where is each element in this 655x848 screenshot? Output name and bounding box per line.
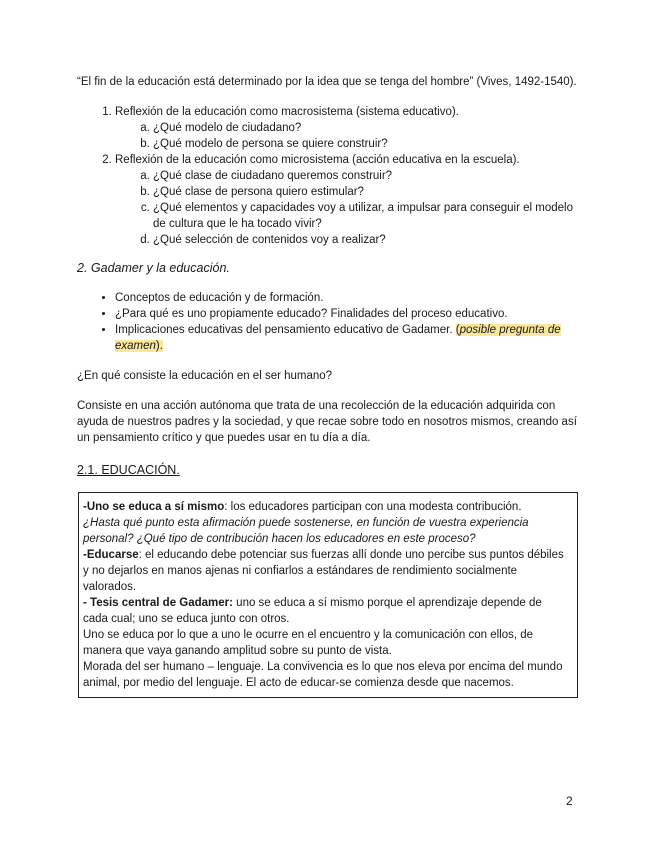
list-item: [115, 104, 582, 152]
bullet-item: • Conceptos de educación y de formación.: [115, 290, 582, 306]
reflection-list: [77, 104, 582, 248]
sub-list-item: b. ¿Qué modelo de persona se quiere construir?: [153, 136, 582, 152]
page-content: [77, 74, 582, 698]
list-item: [115, 152, 582, 248]
list-item-label: Reflexión de la educación como macrosistema (sistema educativo).: [115, 106, 459, 118]
paren-close: ).: [155, 340, 163, 352]
gadamer-bullet-list: [77, 290, 582, 354]
sub-list-item: a. ¿Qué clase de ciudadano queremos construir?: [153, 168, 582, 184]
box-bold: -Uno se educa a sí mismo: [83, 501, 225, 513]
question-text: ¿En qué consiste la educación en el ser humano?: [77, 370, 333, 382]
box-line: [83, 595, 569, 627]
box-line: [83, 547, 569, 595]
paren-open: (: [455, 324, 460, 336]
sub-list: [115, 168, 582, 248]
box-line: Uno se educa por lo que a uno le ocurre en el encuentro y la comunicación con ellos, de manera que vaya ganando amplitud sobre su punto de vista.: [83, 629, 534, 657]
box-line: [83, 499, 569, 515]
box-italic: ¿Hasta qué punto esta afirmación puede sostenerse, en función de vuestra experiencia personal? ¿Qué tipo de contribución hacen los educadores en este proceso?: [83, 517, 529, 545]
bullet-text: Implicaciones educativas del pensamiento educativo de Gadamer.: [115, 324, 453, 336]
box-text: uno se educa a sí mismo porque el aprendizaje depende de cada cual; uno se educa junto con otros.: [83, 597, 542, 625]
vives-quote: “El fin de la educación está determinado por la idea que se tenga del hombre” (Vives, 1492-1540).: [77, 76, 577, 88]
sub-list-item: c. ¿Qué elementos y capacidades voy a utilizar, a impulsar para conseguir el modelo de cultura que le ha tocado vivir?: [153, 200, 582, 232]
list-item-label: Reflexión de la educación como microsistema (acción educativa en la escuela).: [115, 154, 520, 166]
box-bold: - Tesis central de Gadamer:: [83, 597, 233, 609]
page-number: 2: [566, 794, 573, 808]
section-heading-gadamer: 2. Gadamer y la educación.: [77, 261, 230, 275]
answer-paragraph: Consiste en una acción autónoma que trata de una recolección de la educación adquirida con ayuda de nuestros padres y la sociedad, y que recae sobre todo en nosotros mismos, creando así un pensamiento crítico y que puedes usar en tu día a día.: [77, 400, 577, 444]
sub-list: [115, 120, 582, 152]
box-bold: -Educarse: [83, 549, 139, 561]
box-text: : el educando debe potenciar sus fuerzas allí donde uno percibe sus puntos débiles y no dejarlos en manos ajenas ni confiarlos a estándares de rendimiento socialmente valorados.: [83, 549, 564, 593]
bullet-item: • ¿Para qué es uno propiamente educado? Finalidades del proceso educativo.: [115, 306, 582, 322]
education-box: [78, 492, 578, 698]
sub-list-item: b. ¿Qué clase de persona quiero estimular?: [153, 184, 582, 200]
box-line: [83, 515, 569, 547]
box-text: : los educadores participan con una modesta contribución.: [224, 501, 522, 513]
exam-note: posible pregunta de examen: [115, 324, 561, 352]
sub-list-item: a. ¿Qué modelo de ciudadano?: [153, 120, 582, 136]
bullet-item: [115, 322, 582, 354]
section-heading-educacion: 2.1. EDUCACIÓN.: [77, 463, 180, 477]
sub-list-item: d. ¿Qué selección de contenidos voy a realizar?: [153, 232, 582, 248]
box-line: Morada del ser humano – lenguaje. La convivencia es lo que nos eleva por encima del mundo animal, por medio del lenguaje. El acto de educar-se comienza desde que nacemos.: [83, 661, 563, 689]
